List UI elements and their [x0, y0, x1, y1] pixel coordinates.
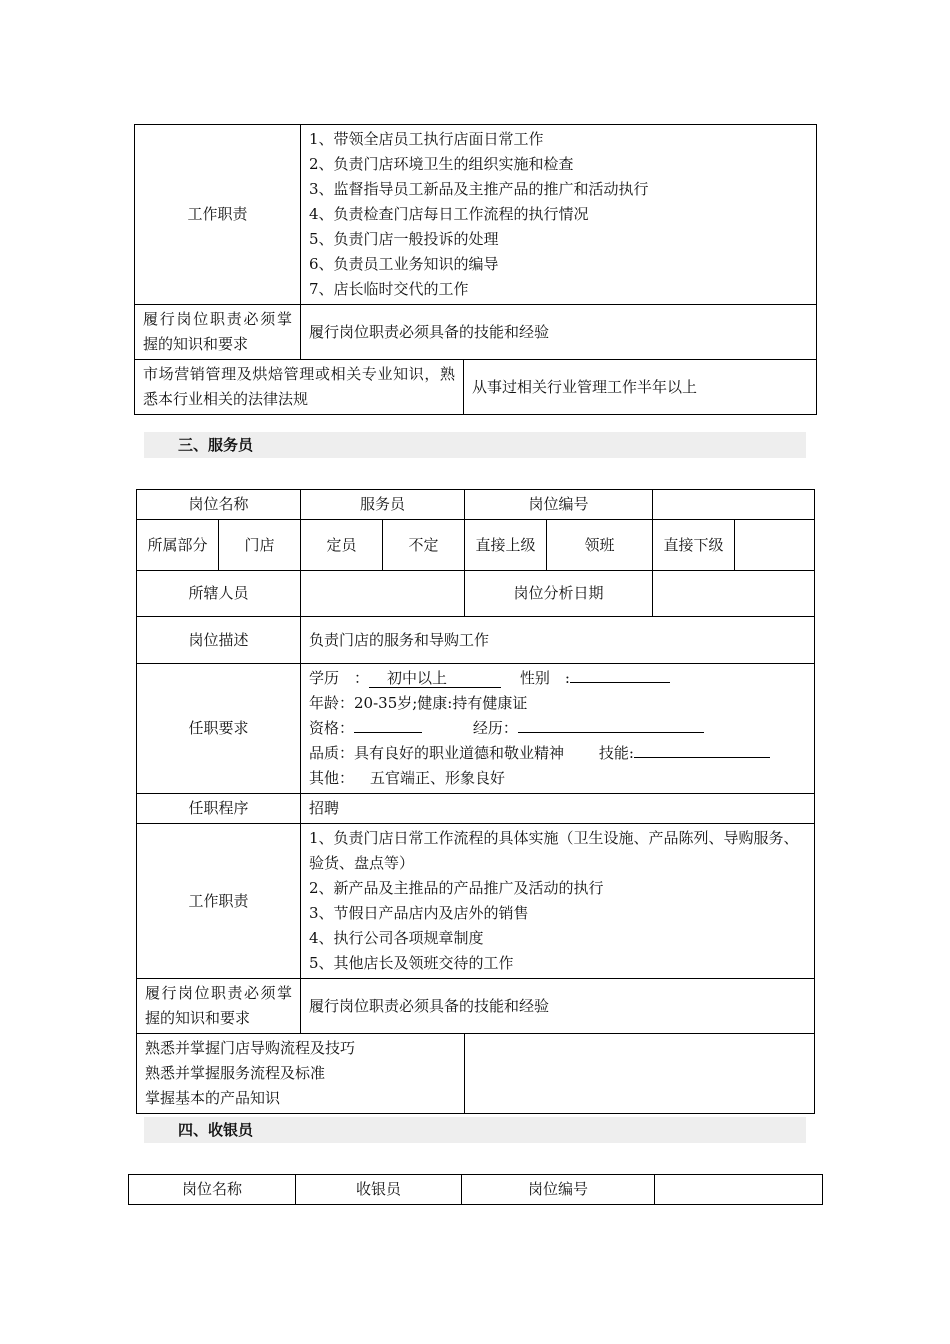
post-name-value: 服务员 — [301, 490, 465, 520]
post-code-label: 岗位编号 — [462, 1175, 655, 1205]
other-value: 五官端正、形象良好 — [370, 769, 506, 787]
skill-left — [137, 1034, 465, 1114]
list-item: 熟悉并掌握服务流程及标准 — [145, 1064, 326, 1082]
dept-value: 门店 — [219, 520, 301, 571]
list-item: 掌握基本的产品知识 — [145, 1089, 281, 1107]
table-store-role-continued — [134, 124, 817, 415]
desc-label: 岗位描述 — [137, 617, 301, 664]
req-label: 任职要求 — [137, 664, 301, 794]
exp-blank — [518, 732, 704, 733]
gender-blank — [570, 682, 670, 683]
edu-label: 学历 ： — [309, 669, 370, 687]
managed-value — [301, 571, 465, 617]
req-line-quality — [309, 741, 806, 766]
list-item: 5、负责门店一般投诉的处理 — [309, 230, 499, 248]
duties-list — [301, 824, 815, 979]
superior-label: 直接上级 — [465, 520, 547, 571]
list-item: 5、其他店长及领班交待的工作 — [309, 954, 514, 972]
req-line-other — [309, 766, 806, 791]
subordinate-label: 直接下级 — [653, 520, 735, 571]
post-code-value — [655, 1175, 823, 1205]
req-line-edu — [309, 666, 806, 691]
list-item: 2、负责门店环境卫生的组织实施和检查 — [309, 155, 574, 173]
list-item: 3、监督指导员工新品及主推产品的推广和活动执行 — [309, 180, 649, 198]
qual-blank — [354, 732, 422, 733]
qual-label: 资格： — [309, 719, 355, 737]
list-item: 4、执行公司各项规章制度 — [309, 929, 484, 947]
analysis-date-value — [653, 571, 815, 617]
post-name-value: 收银员 — [296, 1175, 462, 1205]
staff-value: 不定 — [383, 520, 465, 571]
skill-right: 从事过相关行业管理工作半年以上 — [464, 360, 817, 415]
superior-value: 领班 — [547, 520, 653, 571]
quality-text: 品质：具有良好的职业道德和敬业精神 — [309, 744, 565, 762]
skill-label: 技能: — [598, 744, 634, 762]
skill-right — [465, 1034, 815, 1114]
list-item: 熟悉并掌握门店导购流程及技巧 — [145, 1039, 356, 1057]
knowledge-label: 履行岗位职责必须掌握的知识和要求 — [137, 979, 301, 1034]
list-item: 1、带领全店员工执行店面日常工作 — [309, 130, 544, 148]
req-details — [301, 664, 815, 794]
exp-label: 经历： — [472, 719, 518, 737]
managed-label: 所辖人员 — [137, 571, 301, 617]
duties-label: 工作职责 — [135, 125, 301, 305]
skill-left: 市场营销管理及烘焙管理或相关专业知识，熟悉本行业相关的法律法规 — [135, 360, 464, 415]
desc-value: 负责门店的服务和导购工作 — [301, 617, 815, 664]
list-item: 4、负责检查门店每日工作流程的执行情况 — [309, 205, 589, 223]
table-cashier — [128, 1174, 823, 1205]
list-item: 3、节假日产品店内及店外的销售 — [309, 904, 529, 922]
post-name-label: 岗位名称 — [137, 490, 301, 520]
gender-label: 性别 : — [519, 669, 570, 687]
post-name-label: 岗位名称 — [129, 1175, 296, 1205]
list-item: 1、负责门店日常工作流程的具体实施（卫生设施、产品陈列、导购服务、验货、盘点等） — [309, 829, 799, 872]
subordinate-value — [735, 520, 815, 571]
post-code-label: 岗位编号 — [465, 490, 653, 520]
list-item: 7、店长临时交代的工作 — [309, 280, 469, 298]
analysis-date-label: 岗位分析日期 — [465, 571, 653, 617]
list-item: 6、负责员工业务知识的编导 — [309, 255, 499, 273]
knowledge-label: 履行岗位职责必须掌握的知识和要求 — [135, 305, 301, 360]
duties-label: 工作职责 — [137, 824, 301, 979]
dept-label: 所属部分 — [137, 520, 219, 571]
knowledge-value: 履行岗位职责必须具备的技能和经验 — [301, 979, 815, 1034]
section-title-cashier: 四、收银员 — [144, 1117, 806, 1143]
list-item: 2、新产品及主推品的产品推广及活动的执行 — [309, 879, 604, 897]
proc-value: 招聘 — [301, 794, 815, 824]
duties-list — [301, 125, 817, 305]
knowledge-value: 履行岗位职责必须具备的技能和经验 — [301, 305, 817, 360]
skill-blank — [634, 757, 770, 758]
staff-label: 定员 — [301, 520, 383, 571]
post-code-value — [653, 490, 815, 520]
proc-label: 任职程序 — [137, 794, 301, 824]
table-waiter — [136, 489, 815, 1114]
edu-value: 初中以上 — [369, 669, 501, 688]
req-line-qual — [309, 716, 806, 741]
section-title-waiter: 三、服务员 — [144, 432, 806, 458]
req-line-age: 年龄：20-35岁;健康:持有健康证 — [309, 694, 528, 712]
other-label: 其他： — [309, 769, 355, 787]
